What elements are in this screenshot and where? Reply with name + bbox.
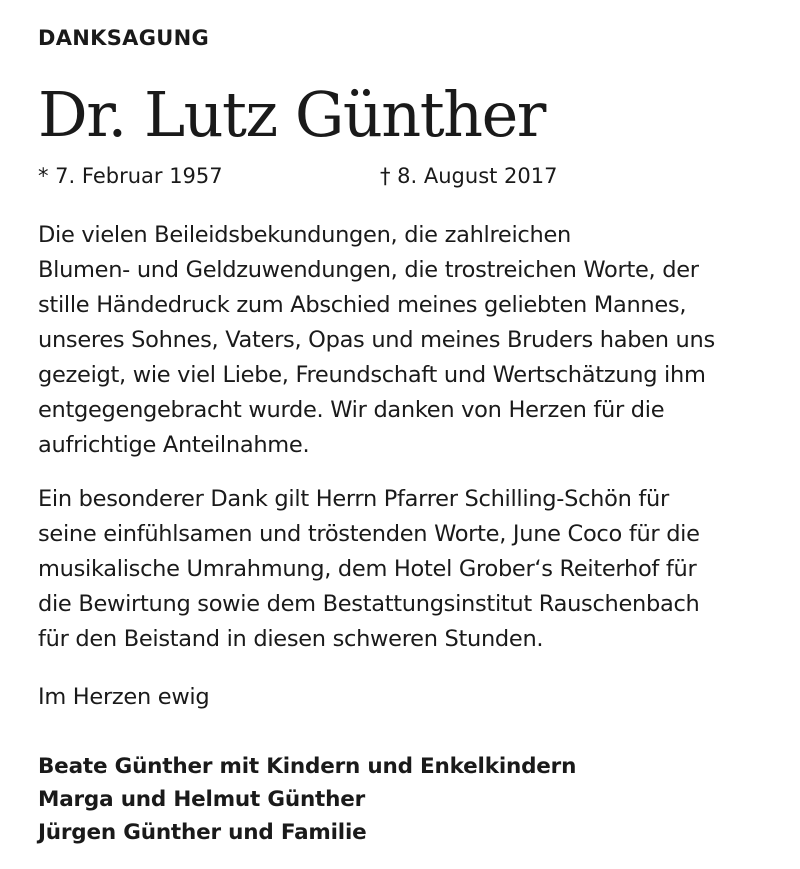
death-date: † 8. August 2017 xyxy=(380,164,558,188)
signatures xyxy=(38,750,576,849)
text-line: gezeigt, wie viel Liebe, Freundschaft und Wertschätzung ihm xyxy=(38,362,706,388)
signature-line: Beate Günther mit Kindern und Enkelkindern xyxy=(38,754,577,779)
notice-heading: DANKSAGUNG xyxy=(38,26,210,50)
text-line: Blumen- und Geldzuwendungen, die trostreichen Worte, der xyxy=(38,257,699,283)
deceased-name: Dr. Lutz Günther xyxy=(38,78,545,151)
text-line: die Bewirtung sowie dem Bestattungsinstitut Rauschenbach xyxy=(38,591,700,617)
text-line: seine einfühlsamen und tröstenden Worte, June Coco für die xyxy=(38,521,700,547)
closing-line xyxy=(38,680,209,715)
text-line: musikalische Umrahmung, dem Hotel Grober‘s Reiterhof für xyxy=(38,556,697,582)
text-line: stille Händedruck zum Abschied meines geliebten Mannes, xyxy=(38,292,687,318)
thanks-paragraph-1 xyxy=(38,218,715,463)
birth-date: * 7. Februar 1957 xyxy=(38,164,223,188)
text-line: entgegengebracht wurde. Wir danken von Herzen für die xyxy=(38,397,665,423)
text-line: Die vielen Beileidsbekundungen, die zahlreichen xyxy=(38,222,571,248)
text-line: Im Herzen ewig xyxy=(38,684,210,710)
text-line: Ein besonderer Dank gilt Herrn Pfarrer Schilling-Schön für xyxy=(38,486,669,512)
text-line: für den Beistand in diesen schweren Stunden. xyxy=(38,626,544,652)
signature-line: Jürgen Günther und Familie xyxy=(38,820,367,845)
text-line: unseres Sohnes, Vaters, Opas und meines Bruders haben uns xyxy=(38,327,715,353)
signature-line: Marga und Helmut Günther xyxy=(38,787,366,812)
thanks-paragraph-2 xyxy=(38,482,700,657)
text-line: aufrichtige Anteilnahme. xyxy=(38,432,310,458)
